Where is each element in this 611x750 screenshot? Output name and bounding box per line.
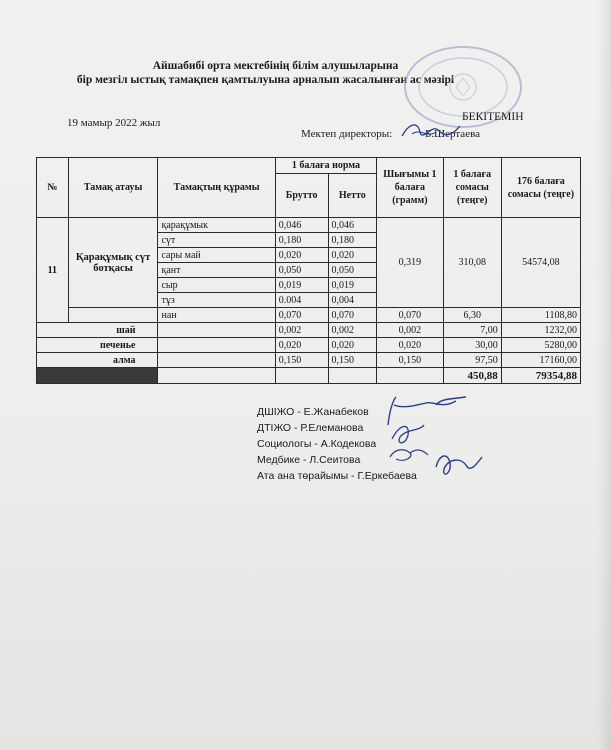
dish-price-total: 5280,00 [501, 338, 580, 353]
row-number: 11 [37, 218, 69, 323]
dish-price-total: 1232,00 [501, 323, 580, 338]
ingredient-name: тұз [158, 293, 275, 308]
signatory-5: Ата ана төрайымы - Г.Еркебаева [257, 470, 417, 482]
totals-filler [37, 368, 158, 384]
ingredient-gross: 0,019 [275, 278, 328, 293]
dish-price-total: 17160,00 [501, 353, 580, 368]
col-header-net: Нетто [328, 174, 377, 218]
col-header-gross: Брутто [275, 174, 328, 218]
dish-price-one: 310,08 [443, 218, 501, 308]
col-header-norm: 1 балаға норма [275, 158, 376, 174]
ingredient-net: 0,020 [328, 338, 377, 353]
signatory-2: ДТІЖО - Р.Елеманова [257, 422, 364, 434]
dish-price-one: 30,00 [443, 338, 501, 353]
col-header-price-one: 1 балаға сомасы (теңге) [443, 158, 501, 218]
table-row [37, 308, 581, 323]
ingredient-gross: 0,002 [275, 323, 328, 338]
totals-blank [328, 368, 377, 384]
ingredient-gross: 0,020 [275, 248, 328, 263]
ingredient-gross: 0,180 [275, 233, 328, 248]
ingredient-gross: 0,046 [275, 218, 328, 233]
ingredient-name: қарақұмык [158, 218, 275, 233]
dish-name: шай [37, 323, 158, 338]
dish-name: печенье [37, 338, 158, 353]
director-label: Мектеп директоры: [301, 128, 393, 140]
ingredient-net: 0,046 [328, 218, 377, 233]
dish-yield: 0,020 [377, 338, 444, 353]
director-signature [398, 118, 468, 142]
dish-name: алма [37, 353, 158, 368]
ingredient-net: 0,020 [328, 248, 377, 263]
totals-row [37, 368, 581, 384]
ingredient-name [158, 353, 275, 368]
ingredient-gross: 0,070 [275, 308, 328, 323]
ingredient-net: 0,002 [328, 323, 377, 338]
menu-table [36, 157, 581, 384]
dish-price-one: 97,50 [443, 353, 501, 368]
dish-price-one: 7,00 [443, 323, 501, 338]
col-header-yield: Шығымы 1 балаға (грамм) [377, 158, 444, 218]
table-row [37, 218, 581, 233]
ingredient-name: қант [158, 263, 275, 278]
ingredient-gross: 0,050 [275, 263, 328, 278]
ingredient-gross: 0,020 [275, 338, 328, 353]
ingredient-net: 0,019 [328, 278, 377, 293]
approval-label: БЕКІТЕМІН [462, 111, 524, 123]
totals-blank [275, 368, 328, 384]
ingredient-name: нан [158, 308, 275, 323]
signatory-1: ДШІЖО - Е.Жанабеков [257, 406, 369, 418]
col-header-number: № [37, 158, 69, 218]
ingredient-gross: 0,150 [275, 353, 328, 368]
total-price-one: 450,88 [443, 368, 501, 384]
ingredient-gross: 0.004 [275, 293, 328, 308]
dish-yield: 0,002 [377, 323, 444, 338]
ingredient-name: сыр [158, 278, 275, 293]
doc-title-line1: Айшабибі орта мектебінің білім алушыларына [152, 60, 399, 72]
dish-name: Қарақұмық сүт ботқасы [68, 218, 158, 308]
totals-blank [158, 368, 275, 384]
col-header-price-total: 176 балаға сомасы (теңге) [501, 158, 580, 218]
table-row [37, 323, 581, 338]
handwritten-signatures [370, 395, 500, 495]
ingredient-net: 0,070 [328, 308, 377, 323]
ingredient-name [158, 323, 275, 338]
col-header-dish: Тамақ атауы [68, 158, 158, 218]
page-shadow [597, 0, 611, 750]
ingredient-net: 0,050 [328, 263, 377, 278]
table-row [37, 353, 581, 368]
signatory-3: Социологы - А.Кодекова [257, 438, 377, 450]
ingredient-name [158, 338, 275, 353]
totals-blank [377, 368, 444, 384]
table-row [37, 338, 581, 353]
dish-yield: 0,319 [377, 218, 444, 308]
col-header-ingredients: Тамақтың құрамы [158, 158, 275, 218]
director-name: Б.Шертаева [424, 128, 481, 140]
ingredient-name: сары май [158, 248, 275, 263]
ingredient-net: 0,150 [328, 353, 377, 368]
ingredient-net: 0,180 [328, 233, 377, 248]
dish-price-one: 6,30 [443, 308, 501, 323]
signatory-4: Медбике - Л.Сеитова [257, 454, 361, 466]
doc-title-line2: бір мезгіл ыстық тамақпен қамтылуына арналып жасалынған ас мәзірі [76, 74, 455, 86]
ingredient-net: 0,004 [328, 293, 377, 308]
total-price-total: 79354,88 [501, 368, 580, 384]
dish-price-total: 54574,08 [501, 218, 580, 308]
dish-name [68, 308, 158, 323]
dish-price-total: 1108,80 [501, 308, 580, 323]
document-date: 19 мамыр 2022 жыл [67, 117, 161, 129]
dish-yield: 0,070 [377, 308, 444, 323]
ingredient-name: сүт [158, 233, 275, 248]
dish-yield: 0,150 [377, 353, 444, 368]
